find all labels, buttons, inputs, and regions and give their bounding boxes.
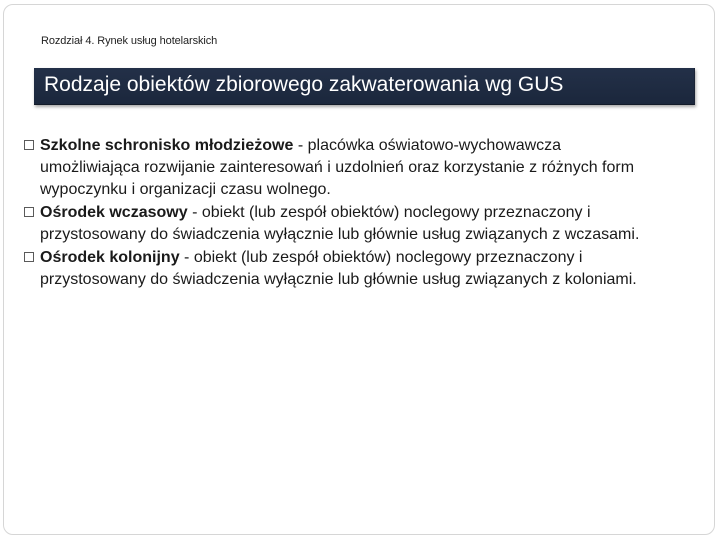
square-bullet-icon bbox=[24, 207, 34, 217]
square-bullet-icon bbox=[24, 140, 34, 150]
definition-list bbox=[24, 135, 664, 292]
chapter-heading: Rozdział 4. Rynek usług hotelarskich bbox=[41, 35, 218, 47]
list-item bbox=[24, 247, 664, 291]
slide-title: Rodzaje obiektów zbiorowego zakwaterowania wg GUS bbox=[44, 73, 564, 96]
list-item bbox=[24, 135, 664, 201]
item-term: Ośrodek kolonijny bbox=[40, 249, 180, 266]
item-term: Szkolne schronisko młodzieżowe bbox=[40, 137, 294, 154]
item-definition: - obiekt (lub zespół obiektów) noclegowy przeznaczony i przystosowany do świadczenia wyłącznie lub głównie usług związanych z wczasami. bbox=[40, 204, 640, 243]
item-definition: - obiekt (lub zespół obiektów) noclegowy przeznaczony i przystosowany do świadczenia wyłącznie lub głównie usług związanych z koloniami. bbox=[40, 249, 637, 288]
square-bullet-icon bbox=[24, 252, 34, 262]
list-item bbox=[24, 202, 664, 246]
item-term: Ośrodek wczasowy bbox=[40, 204, 188, 221]
slide bbox=[3, 4, 715, 535]
title-bar bbox=[34, 68, 695, 105]
item-definition: - placówka oświatowo-wychowawcza umożliwiająca rozwijanie zainteresowań i uzdolnień oraz korzystanie z różnych form wypoczynku i organizacji czasu wolnego. bbox=[40, 137, 635, 198]
